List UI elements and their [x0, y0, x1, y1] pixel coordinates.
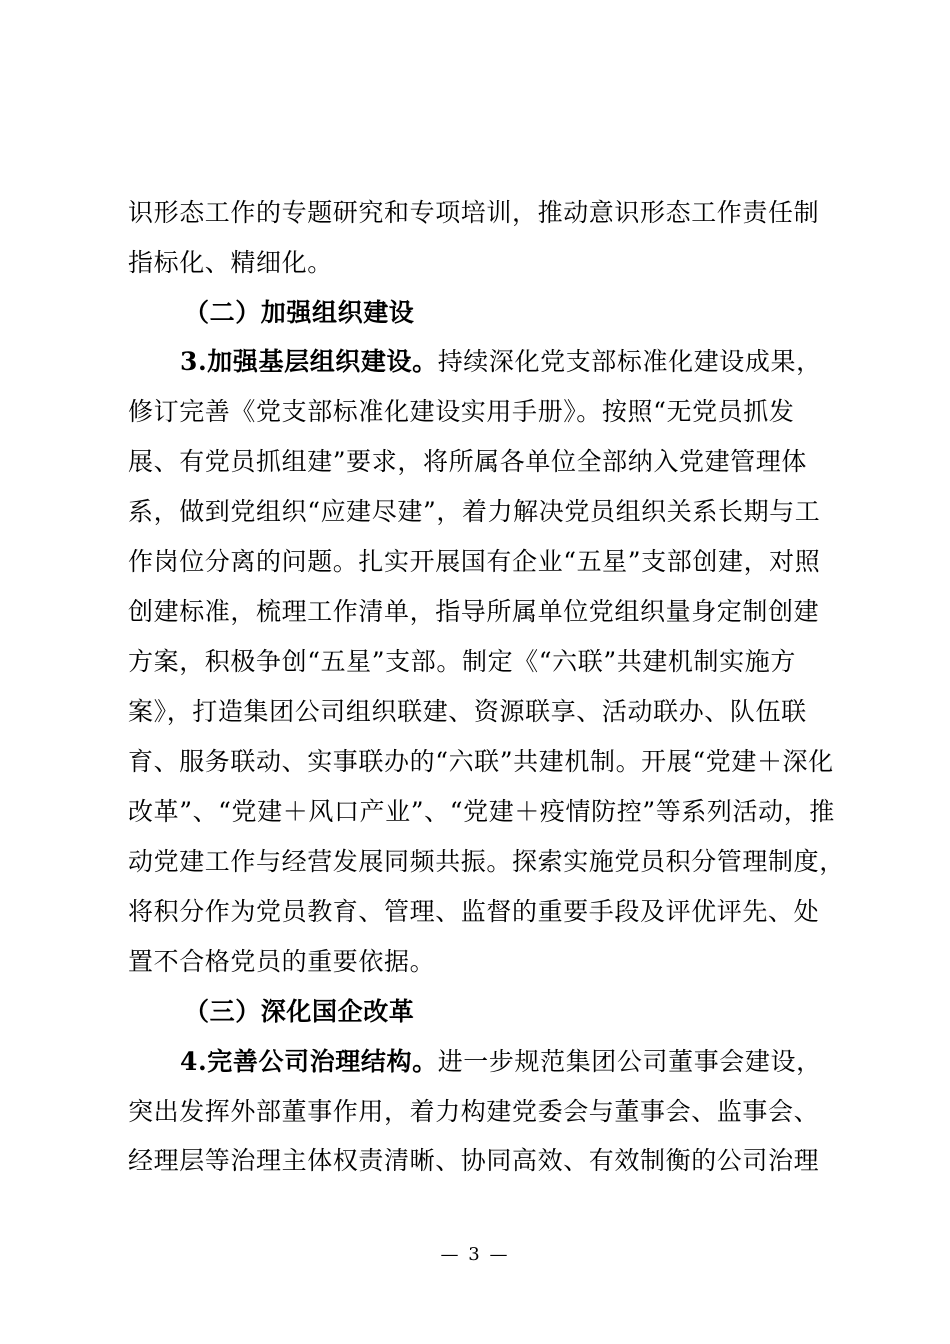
section-heading-3: （三）深化国企改革 [184, 997, 415, 1026]
item-3-first-line-text: 持续深化党支部标准化建设成果， [437, 347, 822, 376]
paragraph-line: 方案，积极争创“五星”支部。制定《“六联”共建机制实施方 [128, 647, 796, 676]
item-4-first-line [180, 1047, 822, 1077]
paragraph-line: 作岗位分离的问题。扎实开展国有企业“五星”支部创建，对照 [128, 547, 821, 576]
paragraph-line: 创建标准，梳理工作清单，指导所属单位党组织量身定制创建 [128, 597, 820, 626]
paragraph-line: 将积分作为党员教育、管理、监督的重要手段及评优评先、处 [128, 897, 820, 926]
item-4-first-line-text: 进一步规范集团公司董事会建设， [437, 1047, 822, 1076]
paragraph-line: 育、服务联动、实事联办的“六联”共建机制。开展“党建＋深化 [128, 747, 834, 776]
paragraph-line: 指标化、精细化。 [128, 248, 333, 277]
section-heading-2: （二）加强组织建设 [184, 298, 415, 327]
paragraph-line: 突出发挥外部董事作用，着力构建党委会与董事会、监事会、 [128, 1097, 820, 1126]
paragraph-line: 置不合格党员的重要依据。 [128, 947, 436, 976]
paragraph-line: 经理层等治理主体权责清晰、协同高效、有效制衡的公司治理 [128, 1146, 820, 1175]
page-number: — 3 — [440, 1244, 510, 1265]
item-3-first-line [180, 347, 822, 377]
paragraph-line: 系，做到党组织“应建尽建”，着力解决党员组织关系长期与工 [128, 497, 821, 526]
paragraph-line: 修订完善《党支部标准化建设实用手册》。按照“无党员抓发 [128, 397, 795, 426]
item-4-title: 4.完善公司治理结构。 [180, 1047, 438, 1076]
paragraph-line: 案》，打造集团公司组织联建、资源联享、活动联办、队伍联 [128, 697, 807, 726]
item-3-title: 3.加强基层组织建设。 [180, 347, 438, 376]
paragraph-line: 改革”、“党建＋风口产业”、“党建＋疫情防控”等系列活动，推 [128, 797, 835, 826]
paragraph-line: 展、有党员抓组建”要求，将所属各单位全部纳入党建管理体 [128, 447, 807, 476]
paragraph-line: 动党建工作与经营发展同频共振。探索实施党员积分管理制度， [128, 847, 845, 876]
paragraph-line: 识形态工作的专题研究和专项培训，推动意识形态工作责任制 [128, 198, 820, 227]
